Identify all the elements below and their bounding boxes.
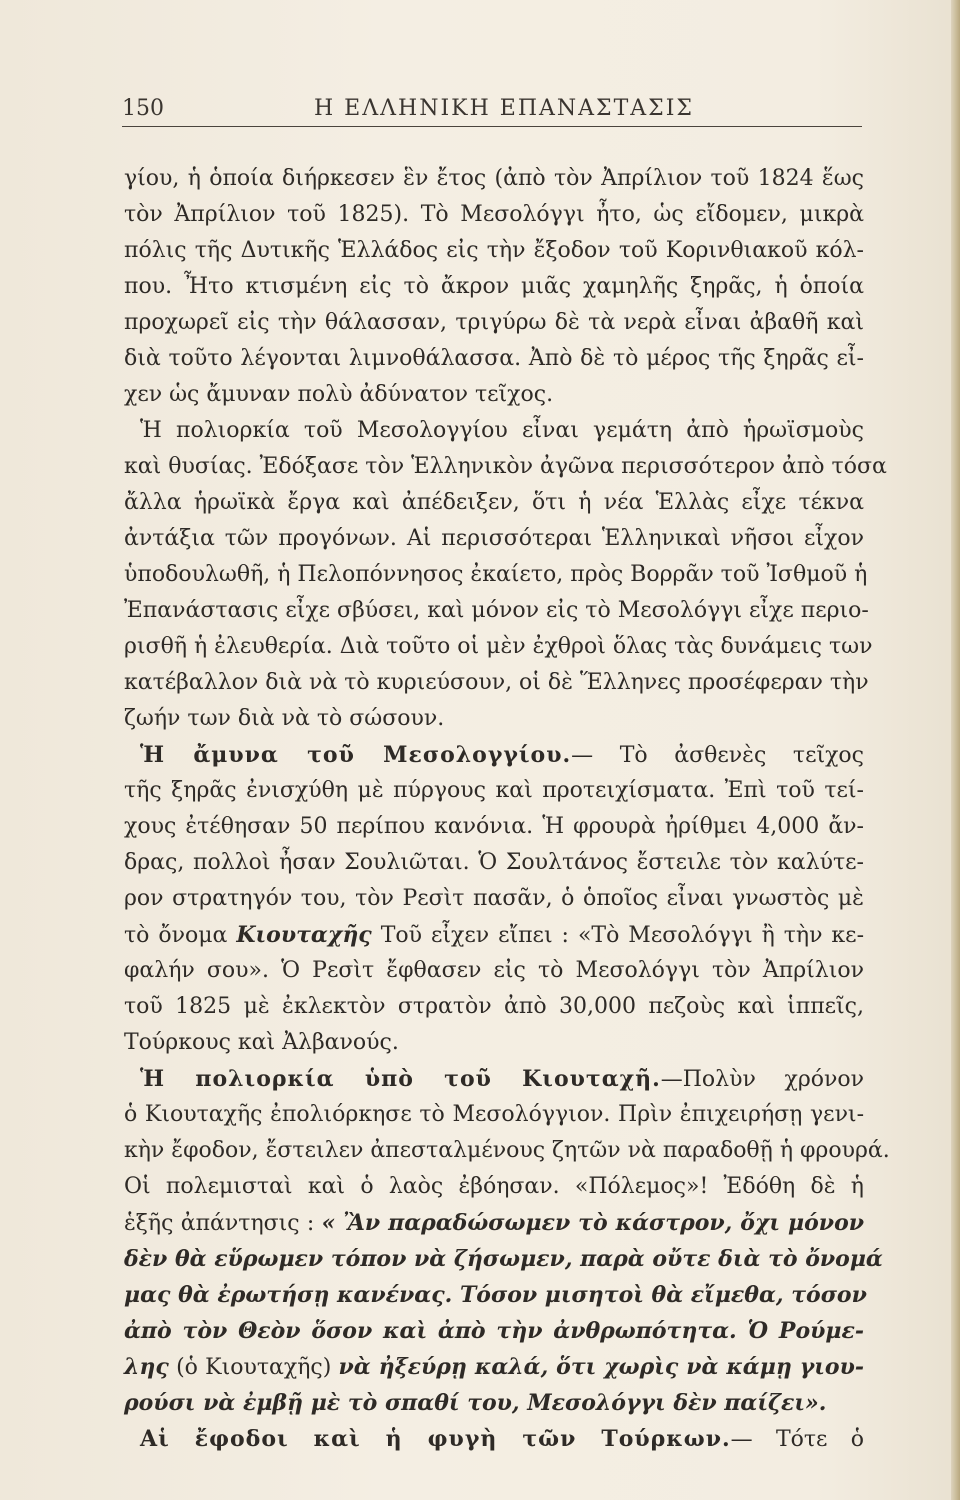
text-line: Ἡ πολιορκία τοῦ Μεσολογγίου εἶναι γεμάτη ἀπὸ ἡρωϊσμοὺς xyxy=(140,418,864,443)
text-line: χους ἐτέθησαν 50 περίπου κανόνια. Ἡ φρουρὰ ἠρίθμει 4,000 ἄν- xyxy=(124,814,864,839)
text-line xyxy=(140,1421,864,1457)
text-line xyxy=(124,1349,864,1385)
text-line: ὁ Κιουταχῆς ἐπολιόρκησε τὸ Μεσολόγγιον. Πρὶν ἐπιχειρήσῃ γενι- xyxy=(124,1102,864,1127)
section-heading: Ἡ ἄμυνα τοῦ Μεσολογγίου. xyxy=(140,742,572,768)
text-line: γίου, ἡ ὁποία διήρκεσεν ἓν ἔτος (ἀπὸ τὸν Ἀπρίλιον τοῦ 1824 ἕως xyxy=(124,166,864,191)
text-line: χεν ὡς ἄμυναν πολὺ ἀδύνατον τεῖχος. xyxy=(124,382,554,407)
quoted-reply-line: ἀπὸ τὸν Θεὸν ὅσον καὶ ἀπὸ τὴν ἀνθρωπότητα. Ὁ Ρούμε- xyxy=(124,1318,864,1344)
text-span: — Τὸ ἀσθενὲς τεῖχος xyxy=(571,743,864,768)
running-head: Η ΕΛΛΗΝΙΚΗ ΕΠΑΝΑΣΤΑΣΙΣ xyxy=(314,96,694,121)
text-line: ἀντάξια τῶν προγόνων. Αἱ περισσότεραι Ἑλληνικαὶ νῆσοι εἶχον xyxy=(124,526,864,551)
text-line: καὶ θυσίας. Ἐδόξασε τὸν Ἑλληνικὸν ἀγῶνα περισσότερον ἀπὸ τόσα xyxy=(124,454,887,479)
text-line: πόλις τῆς Δυτικῆς Ἑλλάδος εἰς τὴν ἔξοδον τοῦ Κορινθιακοῦ κόλ- xyxy=(124,238,864,263)
text-line: τὸν Ἀπρίλιον τοῦ 1825). Τὸ Μεσολόγγι ἦτο, ὡς εἴδομεν, μικρὰ xyxy=(124,202,864,227)
text-span: ἑξῆς ἀπάντησις : xyxy=(124,1211,315,1236)
page-number: 150 xyxy=(122,96,164,121)
text-span: — Τότε ὁ xyxy=(730,1427,864,1452)
text-line: ρισθῆ ἡ ἐλευθερία. Διὰ τοῦτο οἱ μὲν ἐχθροὶ ὅλας τὰς δυνάμεις των xyxy=(124,634,873,659)
text-line: που. Ἦτο κτισμένη εἰς τὸ ἄκρον μιᾶς χαμηλῆς ξηρᾶς, ἡ ὁποία xyxy=(124,274,864,299)
quoted-reply: λης xyxy=(124,1354,169,1380)
quoted-reply-line: ρούσι νὰ ἐμβῇ μὲ τὸ σπαθί του, Μεσολόγγι δὲν παίζει». xyxy=(124,1390,827,1416)
text-line: κατέβαλλον διὰ νὰ τὸ κυριεύσουν, οἱ δὲ Ἕλληνες προσέφεραν τὴν xyxy=(124,670,869,695)
text-line: προχωρεῖ εἰς τὴν θάλασσαν, τριγύρω δὲ τὰ νερὰ εἶναι ἀβαθῆ καὶ xyxy=(124,310,864,335)
text-line xyxy=(140,1061,864,1097)
text-line: τῆς ξηρᾶς ἐνισχύθη μὲ πύργους καὶ προτειχίσματα. Ἐπὶ τοῦ τεί- xyxy=(124,778,864,803)
text-line: ρον στρατηγόν του, τὸν Ρεσὶτ πασᾶν, ὁ ὁποῖος εἶναι γνωστὸς μὲ xyxy=(124,886,864,911)
page-header xyxy=(122,96,862,130)
quoted-reply-line: μας θὰ ἐρωτήσῃ κανένας. Τόσον μισητοὶ θὰ εἴμεθα, τόσον xyxy=(124,1282,867,1308)
text-line: ἄλλα ἡρωϊκὰ ἔργα καὶ ἀπέδειξεν, ὅτι ἡ νέα Ἑλλὰς εἶχε τέκνα xyxy=(124,490,864,515)
section-heading: Αἱ ἔφοδοι καὶ ἡ φυγὴ τῶν Τούρκων. xyxy=(140,1426,731,1452)
text-span: Τοῦ εἶχεν εἴπει : «Τὸ Μεσολόγγι ἢ τὴν κε- xyxy=(380,923,865,948)
text-line: Τούρκους καὶ Ἀλβανούς. xyxy=(124,1030,399,1055)
text-span: (ὁ Κιουταχῆς) xyxy=(176,1355,332,1380)
text-line: ὑποδουλωθῆ, ἡ Πελοπόννησος ἐκαίετο, πρὸς Βορρᾶν τοῦ Ἰσθμοῦ ἡ xyxy=(124,562,868,587)
text-line: Ἐπανάστασις εἶχε σβύσει, καὶ μόνον εἰς τὸ Μεσολόγγι εἶχε περιο- xyxy=(124,598,869,623)
text-line: κὴν ἔφοδον, ἔστειλεν ἀπεσταλμένους ζητῶν νὰ παραδοθῇ ἡ φρουρά. xyxy=(124,1138,890,1163)
text-line: διὰ τοῦτο λέγονται λιμνοθάλασσα. Ἀπὸ δὲ τὸ μέρος τῆς ξηρᾶς εἶ- xyxy=(124,346,864,371)
quoted-reply: « Ἂν παραδώσωμεν τὸ κάστρον, ὄχι μόνον xyxy=(321,1210,865,1236)
header-rule xyxy=(122,126,862,127)
quoted-reply-line: δὲν θὰ εὕρωμεν τόπον νὰ ζήσωμεν, παρὰ οὔτε διὰ τὸ ὄνομά xyxy=(124,1246,883,1272)
section-heading: Ἡ πολιορκία ὑπὸ τοῦ Κιουταχῆ. xyxy=(140,1066,661,1092)
text-line xyxy=(124,1205,864,1241)
text-line: φαλήν σου». Ὁ Ρεσὶτ ἔφθασεν εἰς τὸ Μεσολόγγι τὸν Ἀπρίλιον xyxy=(124,958,864,983)
text-line xyxy=(124,917,864,953)
text-span: —Πολὺν χρόνον xyxy=(660,1067,864,1092)
text-span: τὸ ὄνομα xyxy=(124,923,228,948)
quoted-reply: νὰ ἠξεύρῃ καλά, ὅτι χωρὶς νὰ κάμῃ γιου- xyxy=(338,1354,864,1380)
emphasized-name: Κιουταχῆς xyxy=(236,922,372,948)
text-line: ζωήν των διὰ νὰ τὸ σώσουν. xyxy=(124,706,445,731)
text-line xyxy=(140,737,864,773)
text-line: Οἱ πολεμισταὶ καὶ ὁ λαὸς ἐβόησαν. «Πόλεμος»! Ἐδόθη δὲ ἡ xyxy=(124,1174,864,1199)
text-line: τοῦ 1825 μὲ ἐκλεκτὸν στρατὸν ἀπὸ 30,000 πεζοὺς καὶ ἱππεῖς, xyxy=(124,994,864,1019)
page-binding-edge xyxy=(951,0,960,1500)
text-line: δρας, πολλοὶ ἦσαν Σουλιῶται. Ὁ Σουλτάνος ἔστειλε τὸν καλύτε- xyxy=(124,850,864,875)
